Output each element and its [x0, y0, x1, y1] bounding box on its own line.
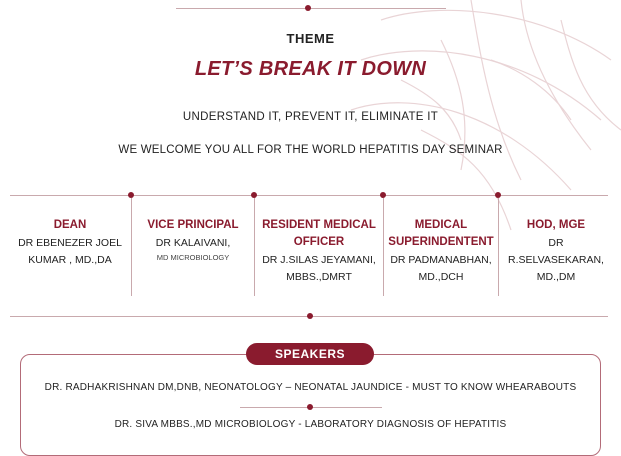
official-name [385, 252, 497, 286]
official-name: DR KALAIVANI, [155, 237, 231, 249]
official-role [256, 217, 382, 251]
official-vice-principal [133, 217, 253, 264]
official-name-line: DR EBENEZER JOEL [18, 237, 122, 249]
official-qualification: MD MICROBIOLOGY [156, 253, 230, 262]
official-name-line: DR J.SILAS JEYAMANI, [262, 254, 376, 266]
official-name-line: KUMAR , MD.,DA [28, 254, 112, 266]
official-role-line: OFFICER [293, 236, 345, 248]
top-divider-line [176, 8, 446, 9]
speaker-divider-dot [307, 404, 313, 410]
official-role: VICE PRINCIPAL [147, 219, 239, 231]
officials-divider-1 [131, 198, 132, 296]
officials-divider-4 [498, 198, 499, 296]
officials-divider-2 [254, 198, 255, 296]
officials-bottom-dot [307, 313, 313, 319]
official-name-line: MD.,DM [536, 271, 576, 283]
official-role-line: MEDICAL [414, 219, 468, 231]
official-dean [10, 217, 130, 269]
official-medical-superintendent [385, 217, 497, 286]
theme-label: THEME [286, 31, 335, 46]
official-name-line: DR PADMANABHAN, [390, 254, 492, 266]
theme-tagline: UNDERSTAND IT, PREVENT IT, ELIMINATE IT [182, 111, 439, 123]
official-role: HOD, MGE [526, 219, 586, 231]
official-name [500, 235, 612, 286]
officials-top-line [10, 195, 608, 196]
welcome-message: WE WELCOME YOU ALL FOR THE WORLD HEPATITIS DAY SEMINAR [118, 144, 503, 156]
speakers-heading: SPEAKERS [246, 343, 374, 365]
official-role-line: SUPERINDENTENT [388, 236, 494, 248]
official-role-line: RESIDENT MEDICAL [262, 219, 376, 231]
official-hod-mge [500, 217, 612, 286]
theme-title: LET’S BREAK IT DOWN [194, 58, 427, 80]
official-name-line: MBBS.,DMRT [286, 271, 352, 283]
speaker-item: DR. RADHAKRISHNAN DM,DNB, NEONATOLOGY – NEONATAL JAUNDICE - MUST TO KNOW WHEARABOUTS [44, 382, 577, 393]
official-name-line: MD.,DCH [418, 271, 464, 283]
official-name [10, 235, 130, 269]
official-resident-medical-officer [256, 217, 382, 286]
official-role [385, 217, 497, 251]
official-name [256, 252, 382, 286]
top-divider-dot [305, 5, 311, 11]
official-name-line: DR R.SELVASEKARAN, [508, 237, 604, 266]
official-role: DEAN [53, 219, 87, 231]
officials-divider-3 [383, 198, 384, 296]
speaker-item: DR. SIVA MBBS.,MD MICROBIOLOGY - LABORATORY DIAGNOSIS OF HEPATITIS [114, 419, 507, 430]
